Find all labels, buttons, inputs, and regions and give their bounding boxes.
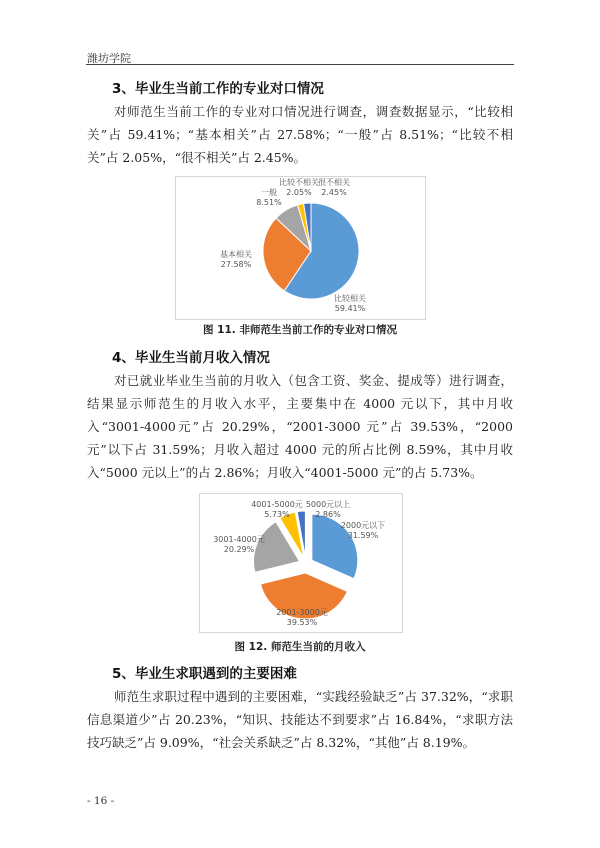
pie-value-label-2: 27.58% xyxy=(220,260,252,269)
pie-value-label-1: 59.41% xyxy=(334,304,366,313)
header-school-name: 潍坊学院 xyxy=(87,52,131,65)
pie-value-label-3: 20.29% xyxy=(223,545,255,554)
page-number: - 16 - xyxy=(87,795,115,807)
pie-category-label-3: 一般 xyxy=(261,188,277,197)
header-divider xyxy=(86,64,514,65)
chart-1-frame xyxy=(175,176,426,320)
pie-category-label-2: 基本相关 xyxy=(220,250,252,259)
figure-11-caption: 图 11. 非师范生当前工作的专业对口情况 xyxy=(203,324,397,336)
section-4-paragraph: 对已就业毕业生当前的月收入（包含工资、奖金、提成等）进行调查，结果显示师范生的月收入水平，主要集中在 4000 元以下，其中月收入“3001-4000元”占 20.29%，“2001-3000 元”占 39.53%，“2000 元”以下占 31.59%；月收入超过 4000 元的所占比例 8.59%，其中月收入“5000 元以上”的占 2.86%；月收入“4001-5000 元”的占 5.73%。 xyxy=(87,373,513,480)
pie-value-label-4: 5.73% xyxy=(264,510,290,519)
pie-value-label-5: 2.45% xyxy=(321,188,347,197)
pie-category-label-1: 2000元以下 xyxy=(340,521,386,530)
figure-12-caption: 图 12. 师范生当前的月收入 xyxy=(234,641,366,653)
section-5-title: 5、毕业生求职遇到的主要困难 xyxy=(112,666,297,682)
pie-category-label-4: 比较不相关 xyxy=(279,178,319,187)
pie-value-label-1: 31.59% xyxy=(347,531,379,540)
pie-value-label-4: 2.05% xyxy=(286,188,312,197)
pie-value-label-2: 39.53% xyxy=(286,618,318,627)
pie-category-label-4: 4001-5000元 xyxy=(251,500,303,509)
section-3-paragraph: 对师范生当前工作的专业对口情况进行调查，调查数据显示，“比较相关”占 59.41%；“基本相关”占 27.58%；“一般”占 8.51%；“比较不相关”占 2.05%，“很不相关”占 2.45%。 xyxy=(87,104,513,165)
chart-2-pie xyxy=(200,494,402,632)
pie-value-label-5: 2.86% xyxy=(315,510,341,519)
pie-category-label-1: 比较相关 xyxy=(334,294,366,303)
pie-category-label-5: 5000元以上 xyxy=(305,500,351,509)
section-5-paragraph: 师范生求职过程中遇到的主要困难，“实践经验缺乏”占 37.32%，“求职信息渠道少”占 20.23%，“知识、技能达不到要求”占 16.84%，“求职方法技巧缺乏”占 9.09%，“社会关系缺乏”占 8.32%，“其他”占 8.19%。 xyxy=(87,689,513,750)
chart-1-pie xyxy=(176,177,425,319)
pie-value-label-3: 8.51% xyxy=(256,198,282,207)
pie-category-label-5: 很不相关 xyxy=(318,178,350,187)
section-3-title: 3、毕业生当前工作的专业对口情况 xyxy=(112,81,324,97)
section-4-title: 4、毕业生当前月收入情况 xyxy=(112,350,270,366)
pie-category-label-3: 3001-4000元 xyxy=(213,535,265,544)
chart-2-frame xyxy=(199,493,403,633)
pie-category-label-2: 2001-3000元 xyxy=(276,608,328,617)
